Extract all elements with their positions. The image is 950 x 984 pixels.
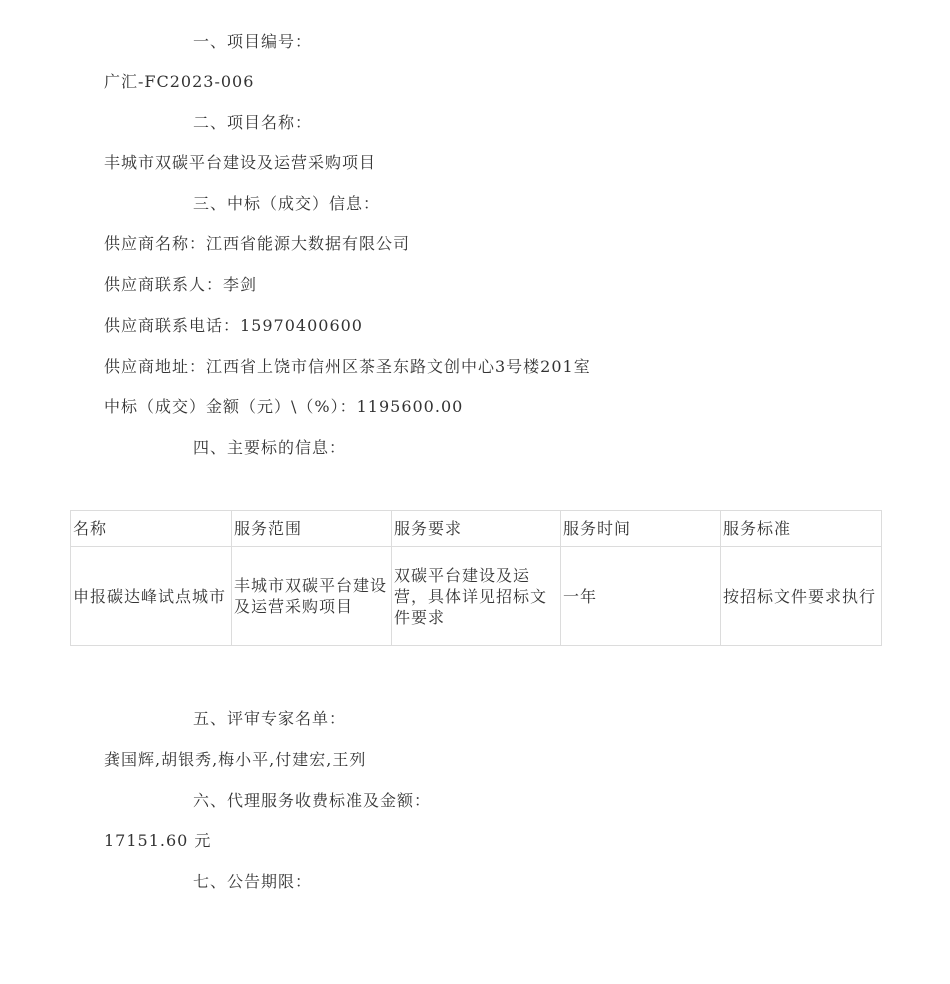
supplier-address: 供应商地址：江西省上饶市信州区茶圣东路文创中心3号楼201室 xyxy=(104,357,591,376)
supplier-name: 供应商名称：江西省能源大数据有限公司 xyxy=(104,234,411,253)
section-heading-project-number: 一、项目编号： xyxy=(193,32,313,51)
section-heading-main-subject: 四、主要标的信息： xyxy=(193,438,347,457)
column-header-time: 服务时间 xyxy=(561,511,721,547)
section-heading-agency-fee: 六、代理服务收费标准及金额： xyxy=(193,791,432,810)
expert-list: 龚国辉,胡银秀,梅小平,付建宏,王列 xyxy=(104,750,367,769)
project-name: 丰城市双碳平台建设及运营采购项目 xyxy=(104,153,377,172)
table-header-row xyxy=(71,511,882,547)
bid-amount: 中标（成交）金额（元）\（%）：1195600.00 xyxy=(104,397,464,416)
cell-requirement: 双碳平台建设及运营，具体详见招标文件要求 xyxy=(392,547,561,646)
agency-fee: 17151.60 元 xyxy=(104,831,212,850)
supplier-phone: 供应商联系电话：15970400600 xyxy=(104,316,363,335)
section-heading-project-name: 二、项目名称： xyxy=(193,113,313,132)
cell-scope: 丰城市双碳平台建设及运营采购项目 xyxy=(232,547,392,646)
column-header-standard: 服务标准 xyxy=(721,511,882,547)
cell-time: 一年 xyxy=(561,547,721,646)
table-row xyxy=(71,547,882,646)
cell-standard: 按招标文件要求执行 xyxy=(721,547,882,646)
column-header-requirement: 服务要求 xyxy=(392,511,561,547)
column-header-name: 名称 xyxy=(71,511,232,547)
section-heading-award-info: 三、中标（成交）信息： xyxy=(193,194,381,213)
column-header-scope: 服务范围 xyxy=(232,511,392,547)
supplier-contact: 供应商联系人：李剑 xyxy=(104,275,258,294)
cell-name: 申报碳达峰试点城市 xyxy=(71,547,232,646)
project-number: 广汇-FC2023-006 xyxy=(104,72,255,91)
section-heading-experts: 五、评审专家名单： xyxy=(193,709,347,728)
subject-info-table xyxy=(70,510,882,646)
section-heading-notice-period: 七、公告期限： xyxy=(193,872,313,891)
